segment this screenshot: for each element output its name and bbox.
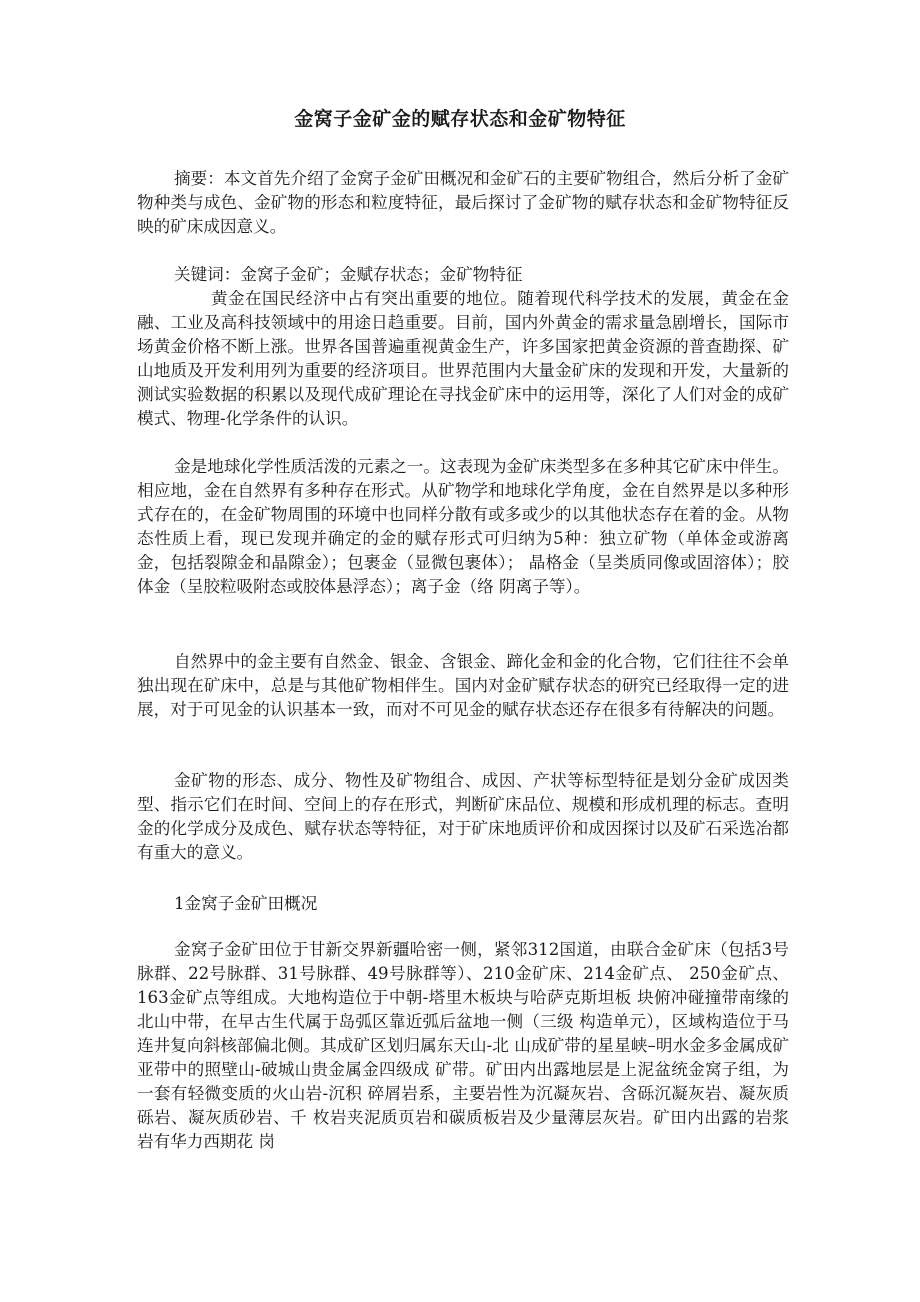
document-title: 金窝子金矿金的赋存状态和金矿物特征 [294, 108, 626, 130]
body-paragraph-1: 黄金在国民经济中占有突出重要的地位。随着现代科学技术的发展，黄金在金融、工业及高科技领域中的用途日趋重要。目前，国内外黄金的需求量急剧增长，国际市场黄金价格不断上涨。世界各国普遍重视黄金生产，许多国家把黄金资源的普查勘探、矿山地质及开发利用列为重要的经济项目。世界范围内大量金矿床的发现和开发，大量新的测试实验数据的积累以及现代成矿理论在寻找金矿床中的运用等，深化了人们对金的成矿模式、物理-化学条件的认识。 [137, 289, 789, 428]
section-1-heading: 1金窝子金矿田概况 [174, 894, 318, 913]
abstract-paragraph: 摘要：本文首先介绍了金窝子金矿田概况和金矿石的主要矿物组合，然后分析了金矿物种类与成色、金矿物的形态和粒度特征，最后探讨了金矿物的赋存状态和金矿物特征反映的矿床成因意义。 [137, 169, 789, 236]
body-paragraph-3: 自然界中的金主要有自然金、银金、含银金、蹄化金和金的化合物，它们往往不会单独出现在矿床中，总是与其他矿物相伴生。国内对金矿赋存状态的研究已经取得一定的进展，对于可见金的认识基本一致，而对不可见金的赋存状态还存在很多有待解决的问题。 [137, 652, 789, 719]
section-1-paragraph: 金窝子金矿田位于甘新交界新疆哈密一侧，紧邻312国道，由联合金矿床（包括3号脉群、22号脉群、31号脉群、49号脉群等）、210金矿床、214金矿点、 250金矿点、163金矿点等组成。大地构造位于中朝-塔里木板块与哈萨克斯坦板 块俯冲碰撞带南缘的北山中带，在早古生代属于岛弧区靠近弧后盆地一侧（三级 构造单元），区域构造位于马连井复向斜核部偏北侧。其成矿区划归属东天山-北 山成矿带的星星峡–明水金多金属成矿亚带中的照壁山-破城山贵金属金四级成 矿带。矿田内出露地层是上泥盆统金窝子组，为一套有轻微变质的火山岩-沉积 碎屑岩系，主要岩性为沉凝灰岩、含砾沉凝灰岩、凝灰质砾岩、凝灰质砂岩、千 枚岩夹泥质页岩和碳质板岩及少量薄层灰岩。矿田内出露的岩浆岩有华力西期花 岗 [137, 940, 789, 1151]
body-paragraph-4: 金矿物的形态、成分、物性及矿物组合、成因、产状等标型特征是划分金矿成因类型、指示它们在时间、空间上的存在形式，判断矿床品位、规模和形成机理的标志。查明金的化学成分及成色、赋存状态等特征，对于矿床地质评价和成因探讨以及矿石采选冶都有重大的意义。 [137, 771, 789, 862]
keywords-line: 关键词：金窝子金矿；金赋存状态；金矿物特征 [174, 265, 523, 284]
body-paragraph-2: 金是地球化学性质活泼的元素之一。这表现为金矿床类型多在多种其它矿床中伴生。相应地，金在自然界有多种存在形式。从矿物学和地球化学角度，金在自然界是以多种形式存在的，在金矿物周围的环境中也同样分散有或多或少的以其他状态存在着的金。从物态性质上看，现已发现并确定的金的赋存形式可归纳为5种：独立矿物（单体金或游离金，包括裂隙金和晶隙金）；包裹金（显微包裹体）； 晶格金（呈类质同像或固溶体）；胶体金（呈胶粒吸附态或胶体悬浮态）；离子金（络 阴离子等）。 [137, 457, 789, 596]
